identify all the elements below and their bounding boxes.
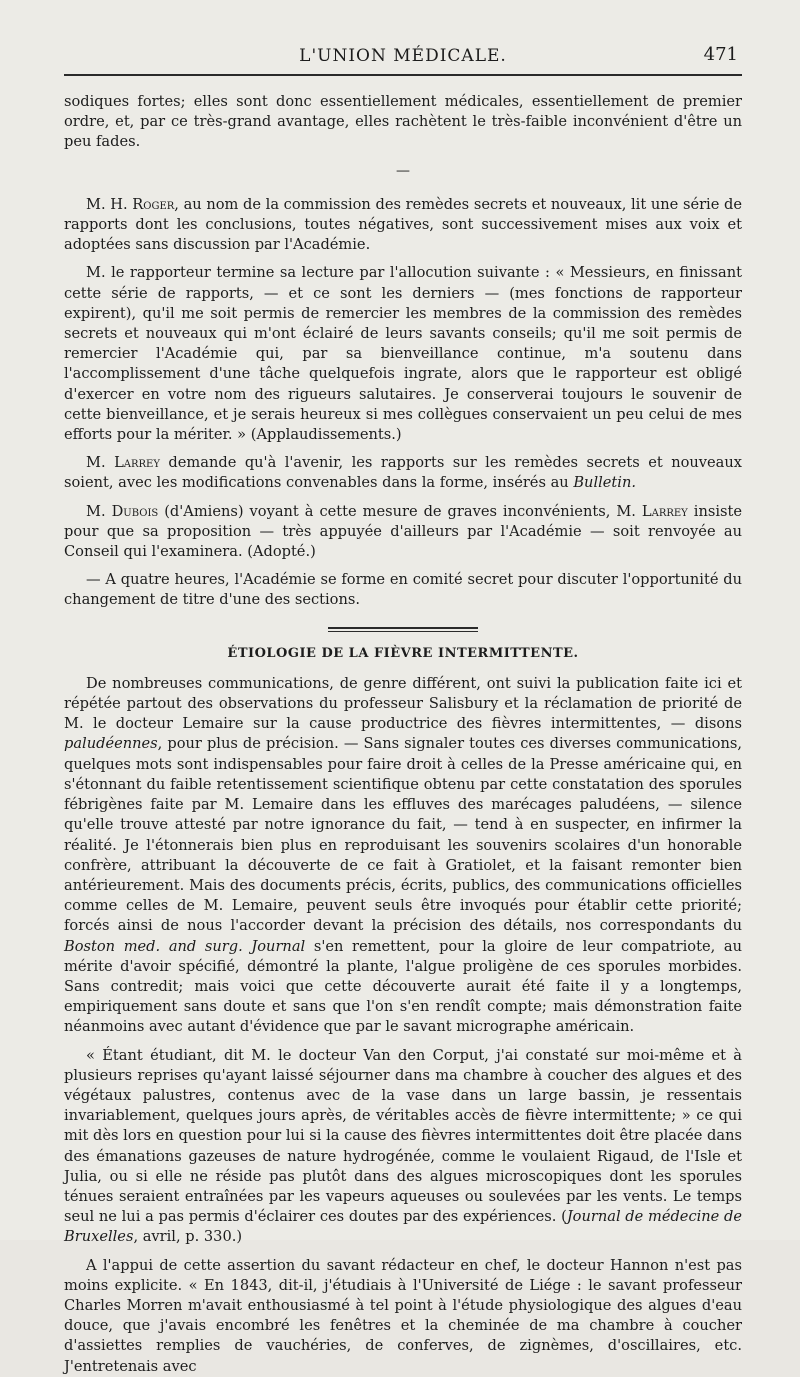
paragraph-text: , au nom de la commission des remèdes secrets et nouveaux, lit une série de rapports dont les conclusions, toutes négatives, sont successivement mises aux voix et adoptées sans discussion par l'Académie. — [64, 195, 743, 254]
paragraph-dubois — [64, 502, 742, 563]
separator-dash: — — [396, 162, 410, 179]
paragraph-text: demande qu'à l'avenir, les rapports sur les remèdes secrets et nouveaux soient, avec les modifications convenables dans la forme, insérés au — [64, 454, 742, 492]
paragraph-text: M. le rapporteur termine sa lecture par l'allocution suivante : « Messieurs, en finissant cette série de rapports, — et ce sont les derniers — (mes fonctions de rapporteur expirent), qu'il me soit permis de remercier les membres de la commission des remèdes secrets et nouveaux qui m'ont éclairé de leurs savants conseils; qu'il me soit permis de remercier l'Académie qui, par sa bienveillance continue, m'a soutenu dans l'accomplissement d'une tâche quelquefois ingrate, alors que le rapporteur est obligé d'exercer en votre nom des rigueurs salutaires. Je conserverai toujours le souvenir de cette bienveillance, et je serais heureux si mes collègues conservaient un peu celui de mes efforts pour la mériter. » (Applaudissements.) — [64, 264, 742, 444]
paragraph-text: M. — [86, 454, 115, 472]
paragraph-text: (d'Amiens) voyant à cette mesure de graves inconvénients, M. — [158, 502, 642, 520]
running-title: L'UNION MÉDICALE. — [299, 46, 507, 66]
italic-text: paludéennes — [64, 735, 158, 753]
paragraph-rapporteur — [64, 263, 742, 445]
paragraph-text: , avril, p. 330.) — [133, 1228, 243, 1246]
paragraph-text: sodiques fortes; elles sont donc essentiellement médicales, essentiellement de premier ordre, et, par ce très-grand avantage, elles rachètent le très-faible inconvénient d'être un peu fades. — [64, 93, 742, 151]
paragraph-comite — [64, 570, 742, 610]
paragraph-text: s'en remettent, pour la gloire de leur compatriote, au mérite d'avoir spécifié, démontré la plante, l'algue proligène de ces sporules morbides. Sans contredit; mais voici que cette découverte aurait été faite il y a longtemps, empiriquement sans doute et sans que l'on s'en rendît compte; mais démonstration faite néanmoins avec autant d'évidence que par le savant micrographe américain. — [64, 937, 742, 1036]
page-header — [64, 0, 742, 76]
paragraph-text: — A quatre heures, l'Académie se forme en comité secret pour discuter l'opportunité du changement de titre d'une des sections. — [64, 571, 742, 609]
section-rule — [328, 627, 478, 632]
paragraph-text: , pour plus de précision. — Sans signaler toutes ces diverses communications, quelques mots sont indispensables pour faire droit à celles de la Presse américaine qui, en s'étonnant du faible retentissement scientifique obtenu par cette constatation des sporules fébrigènes faite par M. Lemaire dans les effluves des marécages paludéens, — silence qu'elle trouve attesté par notre ignorance du fait, — tend à en suspecter, en infirmer la réalité. Je l'étonnerais bien plus en reproduisant les souvenirs scolaires d'un honorable confrère, attribuant la découverte de ce fait à Gratiolet, et la faisant remonter bien antérieurement. Mais des documents précis, écrits, publics, des communications officielles comme celles de M. Lemaire, peuvent seuls être invoqués pour établir cette priorité; forcés ainsi de nous l'accorder devant la précision des détails, nos correspondants du — [64, 735, 742, 935]
article-body — [64, 92, 742, 1377]
paragraph-text: insiste pour que sa proposition — très appuyée d'ailleurs par l'Académie — soit renvoyée au Conseil qui l'examinera. (Adopté.) — [64, 502, 742, 561]
paragraph-text: M. — [86, 502, 112, 520]
paragraph-text: De nombreuses communications, de genre différent, ont suivi la publication faite ici et répétée partout des observations du professeur Salisbury et la réclamation de priorité de M. le docteur Lemaire sur la cause productrice des fièvres intermittentes, — disons — [64, 674, 742, 733]
italic-text: Boston med. and surg. Journal — [64, 937, 306, 955]
paragraph-etiologie-1 — [64, 674, 742, 1038]
paragraph-etiologie-2 — [64, 1046, 742, 1248]
paragraph-continuation — [64, 92, 742, 153]
paragraph-text: « Étant étudiant, dit M. le docteur Van den Corput, j'ai constaté sur moi-même et à plusieurs reprises qu'ayant laissé séjourner dans ma chambre à coucher des algues et des végétaux palustres, contenus avec de la vase dans un large bassin, je ressentais invariablement, quelques jours après, de véritables accès de fièvre intermittente; » ce qui mit dès lors en question pour lui si la cause des fièvres intermittentes doit être placée dans des émanations gazeuses de nature hydrogénée, comme le voulaient Rigaud, de l'Isle et Julia, ou si elle ne réside pas plutôt dans des algues microscopiques dont les sporules ténues seraient entraînées par les vapeurs aqueuses ou soulevées par les vents. Le temps seul ne lui a pas permis d'éclairer ces doutes par des expériences. ( — [64, 1046, 742, 1226]
page-number: 471 — [703, 44, 738, 65]
italic-text: Bulletin. — [573, 474, 636, 492]
paragraph-larrey — [64, 453, 742, 493]
paragraph-text: A l'appui de cette assertion du savant rédacteur en chef, le docteur Hannon n'est pas moins explicite. « En 1843, dit-il, j'étudiais à l'Université de Liége : le savant professeur Charles Morren m'avait enthousiasmé à tel point à l'étude physiologique des algues d'eau douce, que j'avais encombré les fenêtres et la cheminée de ma chambre à coucher d'assiettes remplies de vauchéries, de conferves, de zignèmes, d'oscillaires, etc. J'entretenais avec — [64, 1256, 742, 1375]
speaker-name: M. H. Roger — [86, 195, 175, 213]
speaker-name: Larrey — [114, 454, 160, 472]
paragraph-roger — [64, 195, 742, 256]
speaker-name: Larrey — [641, 502, 688, 520]
italic-text: Journal de médecine de Bruxelles — [64, 1208, 743, 1246]
speaker-name: Dubois — [111, 502, 159, 520]
paragraph-etiologie-3 — [64, 1256, 742, 1377]
section-title: ÉTIOLOGIE DE LA FIÈVRE INTERMITTENTE. — [227, 645, 579, 661]
